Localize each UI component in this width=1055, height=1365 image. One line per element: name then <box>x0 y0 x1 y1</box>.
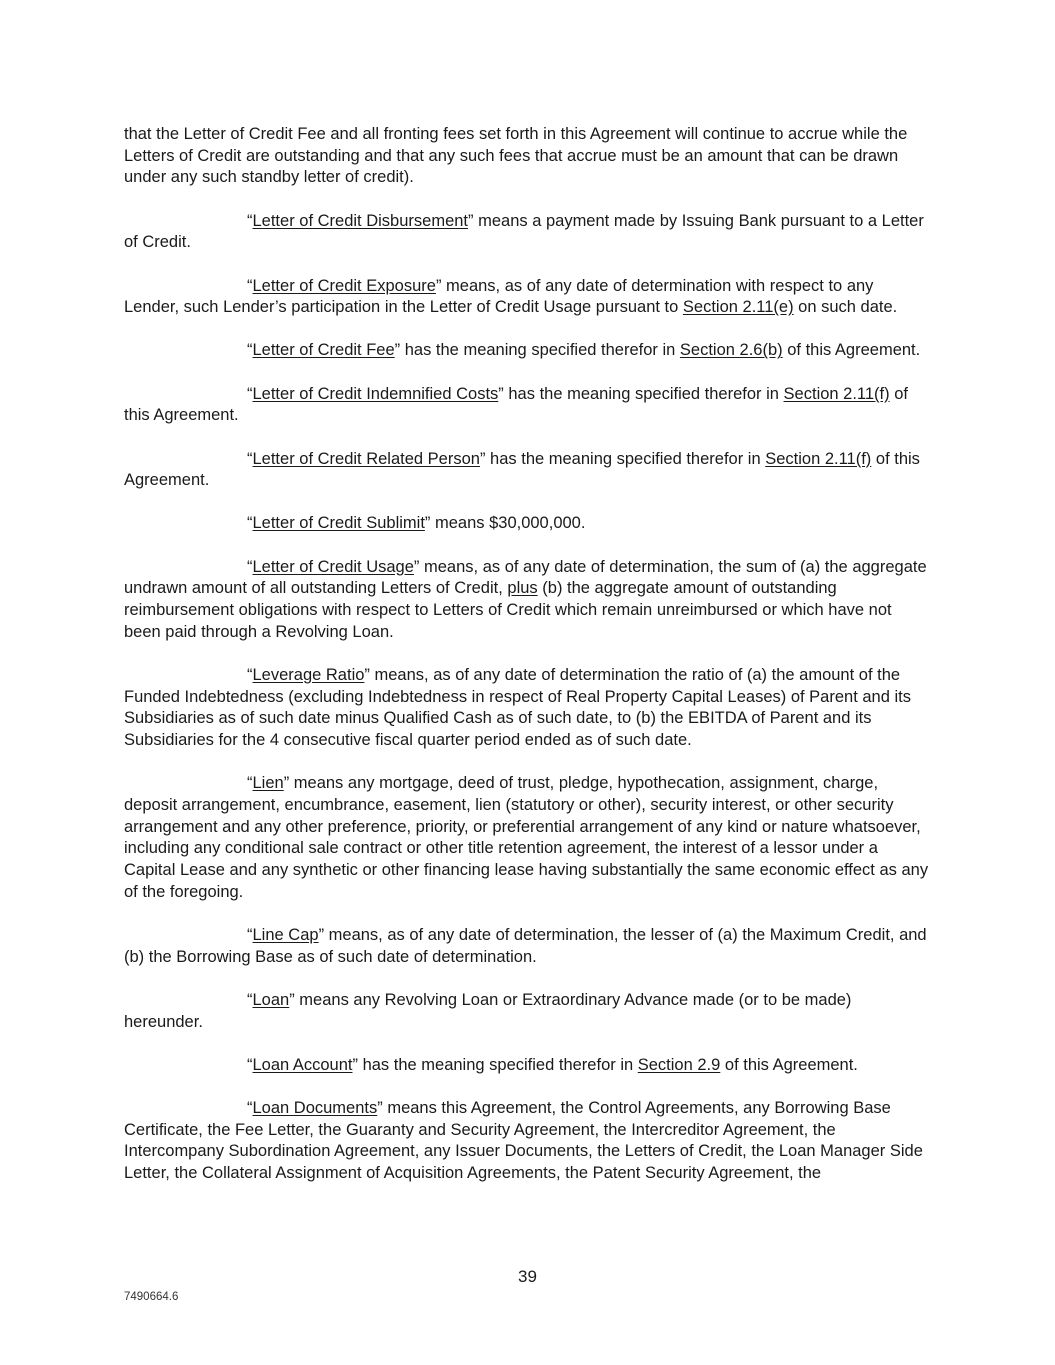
definition-text: ” means, as of any date of determination, the lesser of (a) the Maximum Credit, and (b) the Borrowing Base as of such date of determination. <box>124 925 927 966</box>
defined-term: Line Cap <box>252 925 319 944</box>
defined-term: Letter of Credit Related Person <box>252 449 480 468</box>
definition-paragraph: “Lien” means any mortgage, deed of trust, pledge, hypothecation, assignment, charge, deposit arrangement, encumbrance, easement, lien (statutory or other), security interest, or other security arrangement and any other preference, priority, or preferential arrangement of any kind or nature whatsoever, including any conditional sale contract or other title retention agreement, the interest of a lessor under a Capital Lease and any synthetic or other financing lease having substantially the same economic effect as any of the foregoing. <box>124 774 929 901</box>
definition-text: ” has the meaning specified therefor in <box>352 1055 638 1074</box>
definition-paragraph: “Leverage Ratio” means, as of any date of determination the ratio of (a) the amount of the Funded Indebtedness (excluding Indebtedness in respect of Real Property Capital Leases) of Parent and its Subsidiaries as of such date minus Qualified Cash as of such date, to (b) the EBITDA of Parent and its Subsidiaries for the 4 consecutive fiscal quarter period ended as of such date. <box>124 665 911 750</box>
document-body <box>124 124 932 1206</box>
definition-text: ” has the meaning specified therefor in <box>394 341 680 360</box>
defined-term: Letter of Credit Indemnified Costs <box>252 384 499 403</box>
definition-paragraph: “Line Cap” means, as of any date of determination, the lesser of (a) the Maximum Credit, and (b) the Borrowing Base as of such date of determination. <box>124 925 927 966</box>
defined-term: Letter of Credit Sublimit <box>252 514 425 533</box>
cross-reference: Section 2.11(f) <box>765 449 872 468</box>
defined-term: Leverage Ratio <box>252 665 365 684</box>
definition-paragraph: “Letter of Credit Usage” means, as of any date of determination, the sum of (a) the aggregate undrawn amount of all outstanding Letters of Credit, plus (b) the aggregate amount of outstanding reimbursement obligations with respect to Letters of Credit which remain unreimbursed or which have not been paid through a Revolving Loan. <box>124 557 927 641</box>
definition-paragraph: “Loan Documents” means this Agreement, the Control Agreements, any Borrowing Base Certificate, the Fee Letter, the Guaranty and Security Agreement, the Intercreditor Agreement, the Intercompany Subordination Agreement, any Issuer Documents, the Letters of Credit, the Loan Manager Side Letter, the Collateral Assignment of Acquisition Agreements, the Patent Security Agreement, the <box>124 1099 923 1183</box>
definition-text: ” means any mortgage, deed of trust, pledge, hypothecation, assignment, charge, deposit arrangement, encumbrance, easement, lien (statutory or other), security interest, or other security arrangement and any other preference, priority, or preferential arrangement of any kind or nature whatsoever, including any conditional sale contract or other title retention agreement, the interest of a lessor under a Capital Lease and any synthetic or other financing lease having substantially the same economic effect as any of the foregoing. <box>124 774 929 901</box>
definition-text: on such date. <box>793 298 898 317</box>
definition-paragraph: “Letter of Credit Sublimit” means $30,000,000. <box>247 514 586 533</box>
cross-reference: Section 2.11(f) <box>783 384 890 403</box>
definition-text: ” means, as of any date of determination with respect to any Lender, such Lender’s participation in the Letter of Credit Usage pursuant to <box>124 276 874 317</box>
definition-paragraph: “Loan Account” has the meaning specified therefor in Section 2.9 of this Agreement. <box>247 1055 858 1074</box>
definition-paragraph: “Letter of Credit Indemnified Costs” has the meaning specified therefor in Section 2.11(f) of this Agreement. <box>124 384 908 425</box>
definition-paragraph: “Letter of Credit Fee” has the meaning specified therefor in Section 2.6(b) of this Agreement. <box>247 341 921 360</box>
definition-text: of this Agreement. <box>782 341 921 360</box>
defined-term: Letter of Credit Disbursement <box>252 211 469 230</box>
definition-paragraph: “Letter of Credit Exposure” means, as of any date of determination with respect to any Lender, such Lender’s participation in the Letter of Credit Usage pursuant to Section 2.11(e) on such date. <box>124 276 898 317</box>
definition-text: of this Agreement. <box>124 449 920 490</box>
cross-reference: Section 2.11(e) <box>682 298 794 317</box>
definition-text: ” has the meaning specified therefor in <box>479 449 766 468</box>
defined-term: Loan <box>252 990 290 1009</box>
defined-term: Letter of Credit Usage <box>252 557 414 576</box>
defined-term: Lien <box>252 774 284 793</box>
cross-reference: Section 2.9 <box>637 1055 721 1074</box>
intro-paragraph: that the Letter of Credit Fee and all fronting fees set forth in this Agreement will continue to accrue while the Letters of Credit are outstanding and that any such fees that accrue must be an amount that can be drawn under any such standby letter of credit). <box>124 125 908 187</box>
defined-term: Loan Documents <box>252 1099 378 1117</box>
document-id: 7490664.6 <box>124 1291 179 1303</box>
definition-text: ” means this Agreement, the Control Agreements, any Borrowing Base Certificate, the Fee Letter, the Guaranty and Security Agreement, the Intercreditor Agreement, the Intercompany Subordination Agreement, any Issuer Documents, the Letters of Credit, the Loan Manager Side Letter, the Collateral Assignment of Acquisition Agreements, the Patent Security Agreement, the <box>124 1099 923 1183</box>
definition-text: of this Agreement. <box>720 1055 858 1074</box>
definition-text: ” means, as of any date of determination the ratio of (a) the amount of the Funded Indebtedness (excluding Indebtedness in respect of Real Property Capital Leases) of Parent and its Subsidiaries as of such date minus Qualified Cash as of such date, to (b) the EBITDA of Parent and its Subsidiaries for the 4 consecutive fiscal quarter period ended as of such date. <box>124 665 911 750</box>
definition-text: ” means $30,000,000. <box>424 514 586 533</box>
definition-text: ” means any Revolving Loan or Extraordinary Advance made (or to be made) hereunder. <box>124 990 852 1031</box>
definition-paragraph: “Loan” means any Revolving Loan or Extraordinary Advance made (or to be made) hereunder. <box>124 990 852 1031</box>
definition-text: of this Agreement. <box>124 384 908 425</box>
defined-term: Letter of Credit Fee <box>252 341 395 360</box>
definition-text: ” means a payment made by Issuing Bank pursuant to a Letter of Credit. <box>124 211 924 252</box>
definition-text: ” has the meaning specified therefor in <box>498 384 784 403</box>
defined-term: Loan Account <box>252 1055 353 1074</box>
definition-paragraph: “Letter of Credit Disbursement” means a payment made by Issuing Bank pursuant to a Letter of Credit. <box>124 211 924 252</box>
defined-term: Letter of Credit Exposure <box>252 276 436 295</box>
definitions-list <box>124 211 932 1185</box>
cross-reference: Section 2.6(b) <box>679 341 783 360</box>
definition-text: (b) the aggregate amount of outstanding reimbursement obligations with respect to Letters of Credit which remain unreimbursed or which have not been paid through a Revolving Loan. <box>124 579 892 641</box>
page-number: 39 <box>518 1267 537 1286</box>
definition-text: ” means, as of any date of determination, the sum of (a) the aggregate undrawn amount of all outstanding Letters of Credit, <box>124 557 927 598</box>
definition-paragraph: “Letter of Credit Related Person” has the meaning specified therefor in Section 2.11(f) of this Agreement. <box>124 449 920 490</box>
cross-reference: plus <box>507 579 538 598</box>
